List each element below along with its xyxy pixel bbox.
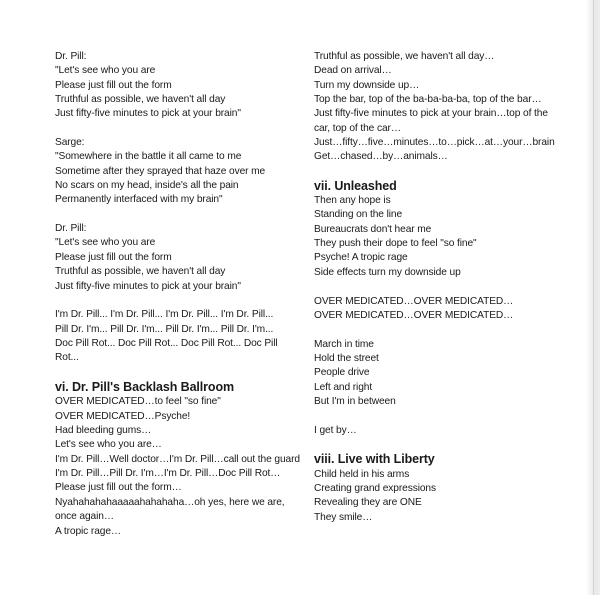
lyric-line: Revealing they are ONE [314,497,422,509]
lyric-line: I'm Dr. Pill... I'm Dr. Pill... I'm Dr. Pill... I'm Dr. Pill... [55,309,274,321]
lyric-line: March in time [314,338,374,350]
lyric-line: Left and right [314,381,373,393]
lyric-line: Turn my downside up… [314,79,420,91]
lyric-line: OVER MEDICATED…OVER MEDICATED… [314,295,514,307]
stanza [314,50,564,165]
lyric-line: OVER MEDICATED…OVER MEDICATED… [314,309,514,321]
lyric-line: Just fifty-five minutes to pick at your brain" [55,280,241,292]
lyric-line: Dead on arrival… [314,65,392,77]
stanza [314,338,564,410]
lyric-line: A tropic rage… [55,525,121,537]
lyric-line: Had bleeding gums… [55,425,152,437]
lyric-line: Dr. Pill: [55,51,87,62]
lyric-line: Top the bar, top of the ba-ba-ba-ba, top of the bar… [314,94,542,106]
stanza [55,395,305,538]
section-heading-vi: vi. Dr. Pill's Backlash Ballroom [55,379,235,394]
lyric-line: They smile… [314,511,373,523]
lyric-line: "Let's see who you are [55,65,156,77]
lyric-line: Bureaucrats don't hear me [314,223,432,235]
lyric-line: Sarge: [55,137,85,149]
lyric-line: Sometime after they sprayed that haze over me [55,165,266,177]
lyric-line: I'm Dr. Pill…Well doctor…I'm Dr. Pill…call out the guard [55,453,300,465]
stanza [314,194,564,280]
lyric-line: Permanently interfaced with my brain" [55,194,223,206]
lyric-line: I get by… [314,424,357,436]
lyric-line: Truthful as possible, we haven't all day [55,266,226,278]
lyric-line: They push their dope to feel "so fine" [314,238,477,250]
right-column [314,50,564,525]
left-column [55,50,305,539]
lyric-line: Side effects turn my downside up [314,266,461,278]
lyric-line: Rot... [55,352,79,364]
lyric-line: Truthful as possible, we haven't all day… [314,51,495,62]
stanza [314,468,564,525]
lyric-line: Standing on the line [314,209,403,221]
stanza [55,308,305,365]
section-heading-viii: viii. Live with Liberty [314,452,435,467]
lyric-line: "Let's see who you are [55,237,156,249]
stanza [55,50,305,122]
section-heading-vii: vii. Unleashed [314,178,397,193]
stanza [55,136,305,208]
lyric-line: Let's see who you are… [55,439,162,451]
lyric-line: Just fifty-five minutes to pick at your brain" [55,108,241,120]
lyric-line: People drive [314,367,370,379]
lyric-line: Child held in his arms [314,468,410,480]
lyric-line: Please just fill out the form [55,79,172,91]
lyric-line: Creating grand expressions [314,483,436,495]
lyric-line: Nyahahahahaaaaahahahaha…oh yes, here we are, [55,496,285,508]
lyric-line: Please just fill out the form [55,251,172,263]
lyric-line: car, top of the car… [314,122,401,134]
page-edge-line [593,0,594,595]
lyric-line: I'm Dr. Pill…Pill Dr. I'm…I'm Dr. Pill…Doc Pill Rot… [55,468,281,480]
lyric-line: Then any hope is [314,195,391,207]
lyric-line: Just fifty-five minutes to pick at your brain…top of the [314,108,548,120]
lyric-line: No scars on my head, inside's all the pain [55,180,239,192]
lyric-line: Get…chased…by…animals… [314,151,448,163]
lyric-line: But I'm in between [314,395,396,407]
lyric-line: once again… [55,511,114,523]
stanza [314,295,564,324]
lyric-line: Dr. Pill: [55,223,87,235]
lyric-line: Please just fill out the form… [55,482,182,494]
stanza [55,222,305,294]
lyric-line: Hold the street [314,352,379,364]
stanza [314,424,564,438]
lyric-line: OVER MEDICATED…to feel "so fine" [55,396,221,408]
lyric-line: "Somewhere in the battle it all came to me [55,151,242,163]
lyric-line: Pill Dr. I'm... Pill Dr. I'm... Pill Dr. I'm... Pill Dr. I'm... [55,323,274,335]
lyric-line: Psyche! A tropic rage [314,252,408,264]
lyric-line: Truthful as possible, we haven't all day [55,94,226,106]
lyric-line: OVER MEDICATED…Psyche! [55,410,191,422]
lyric-line: Just…fifty…five…minutes…to…pick…at…your…brain [314,137,555,149]
lyric-line: Doc Pill Rot... Doc Pill Rot... Doc Pill Rot... Doc Pill [55,337,278,349]
